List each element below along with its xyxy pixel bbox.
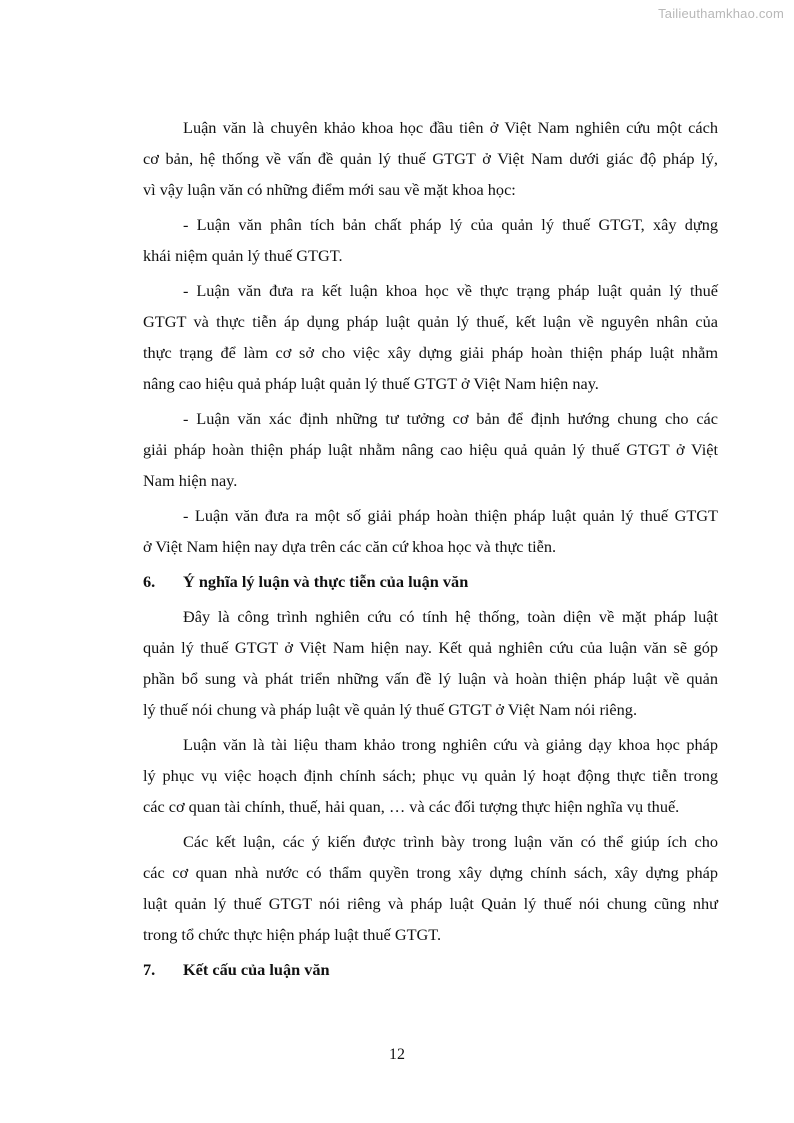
section-heading bbox=[143, 954, 718, 985]
text-line: - Luận văn đưa ra kết luận khoa học về thực trạng pháp luật quản lý thuế bbox=[183, 281, 718, 300]
text-line: Luận văn là tài liệu tham khảo trong nghiên cứu và giảng dạy khoa học pháp bbox=[183, 735, 718, 754]
text-line: lý thuế nói chung và pháp luật về quản lý thuế GTGT ở Việt Nam nói riêng. bbox=[143, 700, 638, 719]
text-line: - Luận văn phân tích bản chất pháp lý của quản lý thuế GTGT, xây dựng bbox=[183, 215, 718, 234]
text-line: trong tổ chức thực hiện pháp luật thuế GTGT. bbox=[143, 925, 442, 944]
section-heading bbox=[143, 566, 718, 597]
section-number: 6. bbox=[143, 572, 156, 591]
text-line: cơ bản, hệ thống về vấn đề quản lý thuế GTGT ở Việt Nam dưới giác độ pháp lý, bbox=[143, 149, 718, 168]
paragraph bbox=[143, 209, 718, 271]
text-line: - Luận văn đưa ra một số giải pháp hoàn thiện pháp luật quản lý thuế GTGT bbox=[183, 506, 718, 525]
text-line: thực trạng để làm cơ sở cho việc xây dựng giải pháp hoàn thiện pháp luật nhằm bbox=[143, 343, 718, 362]
section-title: Ý nghĩa lý luận và thực tiễn của luận văn bbox=[183, 572, 469, 591]
paragraph bbox=[143, 729, 718, 822]
paragraph bbox=[143, 500, 718, 562]
text-line: GTGT và thực tiễn áp dụng pháp luật quản lý thuế, kết luận về nguyên nhân của bbox=[143, 312, 718, 331]
paragraph bbox=[143, 601, 718, 725]
text-line: phần bổ sung và phát triển những vấn đề lý luận và hoàn thiện pháp luật về quản bbox=[143, 669, 718, 688]
paragraph bbox=[143, 275, 718, 399]
text-line: lý phục vụ việc hoạch định chính sách; phục vụ quản lý hoạt động thực tiễn trong bbox=[143, 766, 718, 785]
text-line: Luận văn là chuyên khảo khoa học đầu tiên ở Việt Nam nghiên cứu một cách bbox=[183, 118, 718, 137]
text-line: vì vậy luận văn có những điểm mới sau về mặt khoa học: bbox=[143, 180, 516, 199]
paragraph bbox=[143, 112, 718, 205]
text-line: khái niệm quản lý thuế GTGT. bbox=[143, 246, 343, 265]
text-line: Nam hiện nay. bbox=[143, 471, 238, 490]
paragraph bbox=[143, 826, 718, 950]
text-line: luật quản lý thuế GTGT nói riêng và pháp luật Quản lý thuế nói chung cũng như bbox=[143, 894, 718, 913]
text-line: Đây là công trình nghiên cứu có tính hệ thống, toàn diện về mặt pháp luật bbox=[183, 607, 718, 626]
text-line: các cơ quan nhà nước có thẩm quyền trong xây dựng chính sách, xây dựng pháp bbox=[143, 863, 718, 882]
watermark: Tailieuthamkhao.com bbox=[658, 6, 784, 21]
section-title: Kết cấu của luận văn bbox=[183, 960, 330, 979]
page-number: 12 bbox=[389, 1046, 405, 1063]
paragraph bbox=[143, 403, 718, 496]
text-line: các cơ quan tài chính, thuế, hải quan, … và các đối tượng thực hiện nghĩa vụ thuế. bbox=[143, 797, 680, 816]
document-body bbox=[143, 112, 718, 989]
text-line: ở Việt Nam hiện nay dựa trên các căn cứ khoa học và thực tiễn. bbox=[143, 537, 557, 556]
text-line: giải pháp hoàn thiện pháp luật nhằm nâng cao hiệu quả quản lý thuế GTGT ở Việt bbox=[143, 440, 718, 459]
section-number: 7. bbox=[143, 960, 156, 979]
text-line: nâng cao hiệu quả pháp luật quản lý thuế GTGT ở Việt Nam hiện nay. bbox=[143, 374, 599, 393]
text-line: - Luận văn xác định những tư tưởng cơ bản để định hướng chung cho các bbox=[183, 409, 718, 428]
text-line: quản lý thuế GTGT ở Việt Nam hiện nay. Kết quả nghiên cứu của luận văn sẽ góp bbox=[143, 638, 718, 657]
text-line: Các kết luận, các ý kiến được trình bày trong luận văn có thể giúp ích cho bbox=[183, 832, 718, 851]
